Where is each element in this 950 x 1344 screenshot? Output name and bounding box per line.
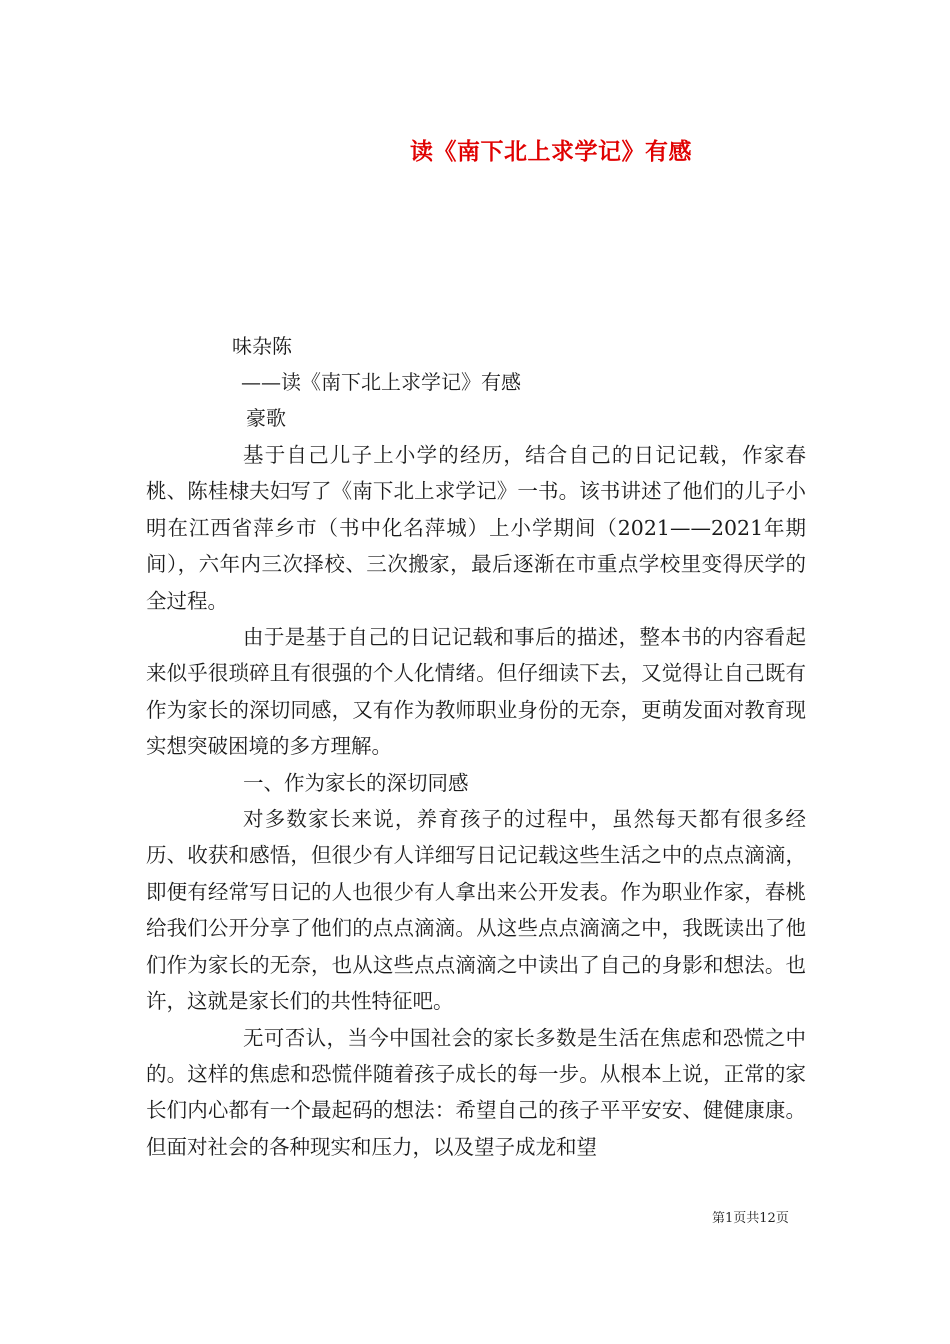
article-body bbox=[146, 437, 806, 1165]
document-title: 读《南下北上求学记》有感 bbox=[410, 138, 692, 165]
paragraph: 基于自己儿子上小学的经历，结合自己的日记记载，作家春桃、陈桂棣夫妇写了《南下北上求学记》一书。该书讲述了他们的儿子小明在江西省萍乡市（书中化名萍城）上小学期间（2021——2021年期间），六年内三次择校、三次搬家，最后逐渐在市重点学校里变得厌学的全过程。 bbox=[146, 443, 806, 613]
article-author: 豪歌 bbox=[246, 406, 286, 430]
article-subtitle: ——读《南下北上求学记》有感 bbox=[241, 370, 521, 394]
paragraph: 对多数家长来说，养育孩子的过程中，虽然每天都有很多经历、收获和感悟，但很少有人详细写日记记载这些生活之中的点点滴滴，即便有经常写日记的人也很少有人拿出来公开发表。作为职业作家，春桃给我们公开分享了他们的点点滴滴。从这些点点滴滴之中，我既读出了他们作为家长的无奈，也从这些点点滴滴之中读出了自己的身影和想法。也许，这就是家长们的共性特征吧。 bbox=[146, 807, 806, 1014]
section-heading: 一、作为家长的深切同感 bbox=[243, 770, 469, 795]
article-topic: 味杂陈 bbox=[232, 334, 292, 358]
paragraph: 无可否认，当今中国社会的家长多数是生活在焦虑和恐慌之中的。这样的焦虑和恐慌伴随着孩子成长的每一步。从根本上说，正常的家长们内心都有一个最起码的想法：希望自己的孩子平平安安、健健康康。但面对社会的各种现实和压力，以及望子成龙和望 bbox=[146, 1025, 806, 1159]
paragraph: 由于是基于自己的日记记载和事后的描述，整本书的内容看起来似乎很琐碎且有很强的个人化情绪。但仔细读下去，又觉得让自己既有作为家长的深切同感，又有作为教师职业身份的无奈，更萌发面对教育现实想突破困境的多方理解。 bbox=[146, 625, 806, 759]
page-number: 第1页共12页 bbox=[712, 1211, 789, 1226]
